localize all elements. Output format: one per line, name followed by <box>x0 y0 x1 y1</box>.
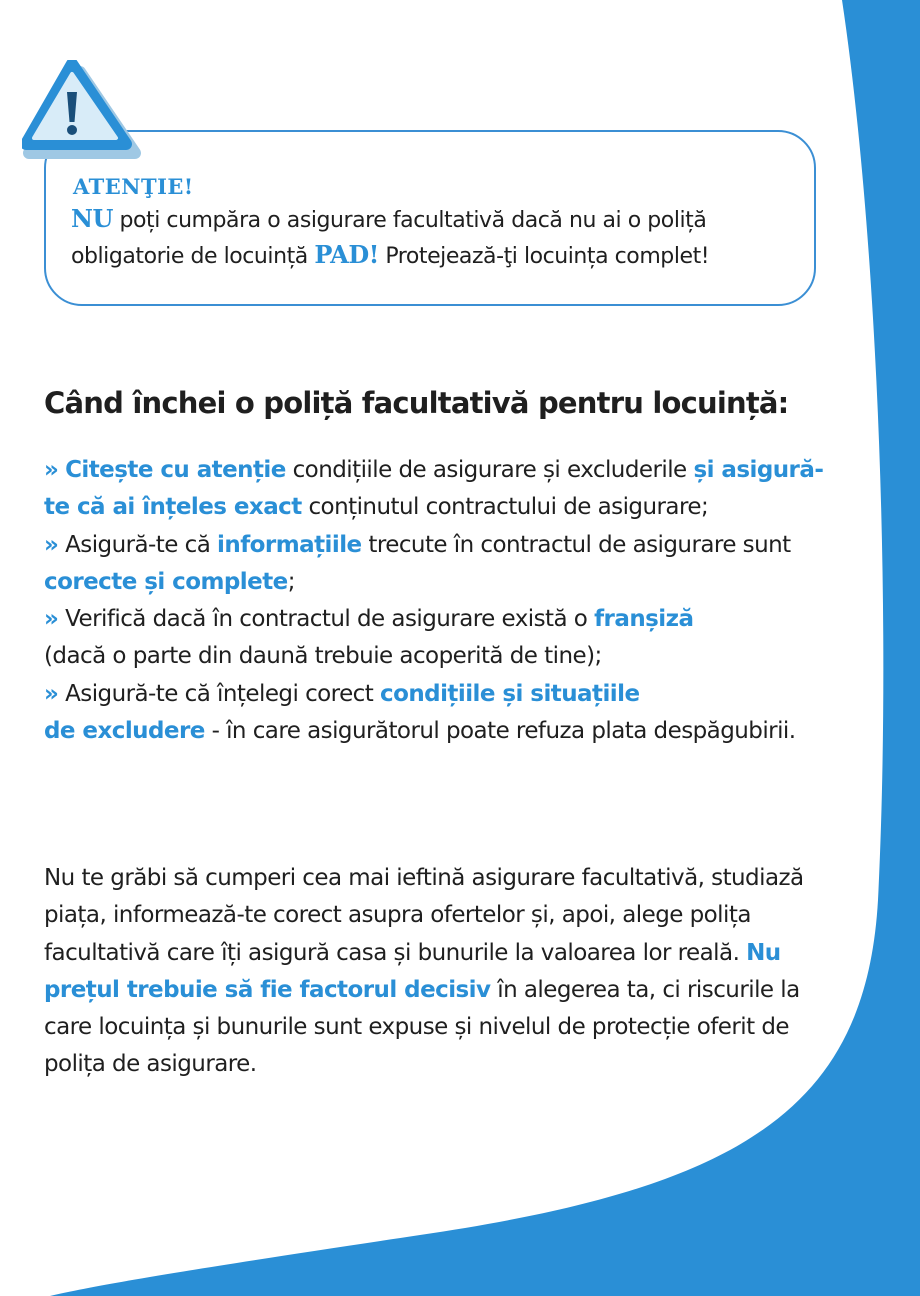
tip-highlight: corecte și complete <box>44 568 288 595</box>
notice-body <box>71 202 811 274</box>
tips-list <box>44 452 834 750</box>
warning-triangle-icon <box>22 60 144 160</box>
tip-text: ; <box>287 568 295 595</box>
tip-text: (dacă o parte din daună trebuie acoperită de tine); <box>44 643 602 670</box>
notice-title: ATENŢIE! <box>73 174 194 199</box>
notice-nu: NU <box>71 204 113 233</box>
tip-text: condițiile de asigurare și excluderile <box>285 457 694 483</box>
notice-text-1: poți cumpăra o asigurare facultativă dacă nu ai o poliță obligatorie de locuință <box>71 208 707 269</box>
tip-text: Asigură-te că <box>58 531 218 558</box>
bullet-marker: » <box>44 457 59 483</box>
attention-notice-box <box>44 130 816 306</box>
tip-text: Verifică dacă în contractul de asigurare există o <box>58 606 595 633</box>
tip-text: Asigură-te că înțelegi corect <box>58 680 381 707</box>
tip-deductible <box>44 601 834 676</box>
tip-text: trecute în contractul de asigurare sunt <box>361 531 791 558</box>
tip-text: conținutul contractului de asigurare; <box>301 494 709 521</box>
bullet-marker: » <box>44 680 59 707</box>
tip-highlight: franșiză <box>594 606 694 633</box>
tip-highlight: și asigură-te că ai înțeles exact <box>44 457 824 521</box>
tip-highlight: informațiile <box>217 531 362 558</box>
tip-highlight: condițiile și situațiile <box>380 680 640 707</box>
section-heading: Când închei o poliță facultativă pentru locuință: <box>44 386 789 420</box>
paragraph-text: Nu te grăbi să cumperi cea mai ieftină asigurare facultativă, studiază piața, informează-te corect asupra ofertelor și, apoi, alege polița facultativă care îți asigură casa și bunurile la valoarea lor reală. <box>44 865 804 966</box>
tip-read-carefully <box>44 452 834 527</box>
bullet-marker: » <box>44 606 59 633</box>
advice-paragraph <box>44 860 844 1084</box>
paragraph-text: în alegerea ta, ci riscurile la care locuința și bunurile sunt expuse și nivelul de protecție oferit de polița de asigurare. <box>44 976 800 1078</box>
notice-text-2: Protejează-ţi locuința complet! <box>378 244 710 269</box>
notice-pad: PAD! <box>314 240 379 269</box>
tip-text: - în care asigurătorul poate refuza plata despăgubirii. <box>204 718 796 745</box>
tip-information <box>44 527 834 602</box>
paragraph-highlight: Nu prețul trebuie să fie factorul decisiv <box>44 939 781 1003</box>
tip-exclusions <box>44 676 834 751</box>
bullet-marker: » <box>44 531 59 558</box>
tip-highlight: Citește cu atenție <box>65 457 286 483</box>
tip-highlight: de excludere <box>44 718 205 745</box>
